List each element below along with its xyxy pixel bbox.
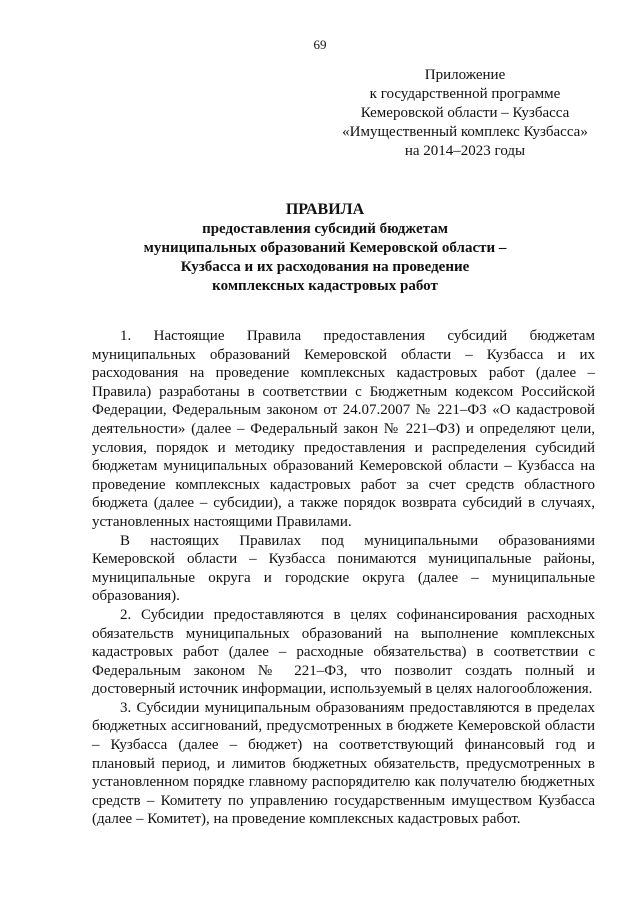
paragraph-3: 3. Субсидии муниципальным образованиям предоставляются в пределах бюджетных ассигнований, предусмотренных в бюджете Кемеровской области – Кузбасса (далее – бюджет) на соответствующий финансовый год и плановый период, и лимитов бюджетных обязательств, предусмотренных в установленном порядке главному распорядителю как получателю бюджетных средств – Комитету по управлению государственным имуществом Кузбасса (далее – Комитет), на проведение комплексных кадастровых работ. [92, 699, 595, 828]
document-title [80, 200, 570, 296]
paragraph-1: 1. Настоящие Правила предоставления субсидий бюджетам муниципальных образований Кемеровской области – Кузбасса и их расходования на проведение комплексных кадастровых работ (далее – Правила) разработаны в соответствии с Бюджетным кодексом Российской Федерации, Федеральным законом от 24.07.2007 № 221–ФЗ «О кадастровой деятельности» (далее – Федеральный закон № 221–ФЗ) и определяют цели, условия, порядок и методику предоставления и распределения субсидий бюджетам муниципальных образований Кемеровской области – Кузбасса на проведение комплексных кадастровых работ за счет средств областного бюджета (далее – субсидии), а также порядок возврата субсидий в случаях, установленных настоящими Правилами. [92, 328, 595, 530]
appendix-line: Кемеровской области – Кузбасса [360, 105, 570, 121]
paragraph-1-definition: В настоящих Правилах под муниципальными образованиями Кемеровской области – Кузбасса понимаются муниципальные районы, муниципальные округа и городские округа (далее – муниципальные образования). [92, 532, 595, 605]
document-body [92, 327, 595, 829]
appendix-line: на 2014–2023 годы [404, 143, 526, 159]
title-line: муниципальных образований Кемеровской области – [143, 240, 507, 256]
appendix-line: «Имущественный комплекс Кузбасса» [342, 124, 588, 140]
page-number: 69 [313, 37, 327, 52]
title-heading: ПРАВИЛА [285, 201, 365, 218]
appendix-line: Приложение [424, 67, 506, 83]
paragraph-2: 2. Субсидии предоставляются в целях софинансирования расходных обязательств муниципальных образований на выполнение комплексных кадастровых работ (далее – расходные обязательства) в соответствии с Федеральным законом № 221–ФЗ, что позволит создать полный и достоверный источник информации, используемый в целях налогообложения. [92, 606, 595, 698]
title-line: комплексных кадастровых работ [212, 278, 438, 294]
title-line: предоставления субсидий бюджетам [202, 221, 448, 237]
appendix-line: к государственной программе [369, 86, 561, 102]
appendix-block [300, 66, 630, 161]
title-line: Кузбасса и их расходования на проведение [180, 259, 470, 275]
